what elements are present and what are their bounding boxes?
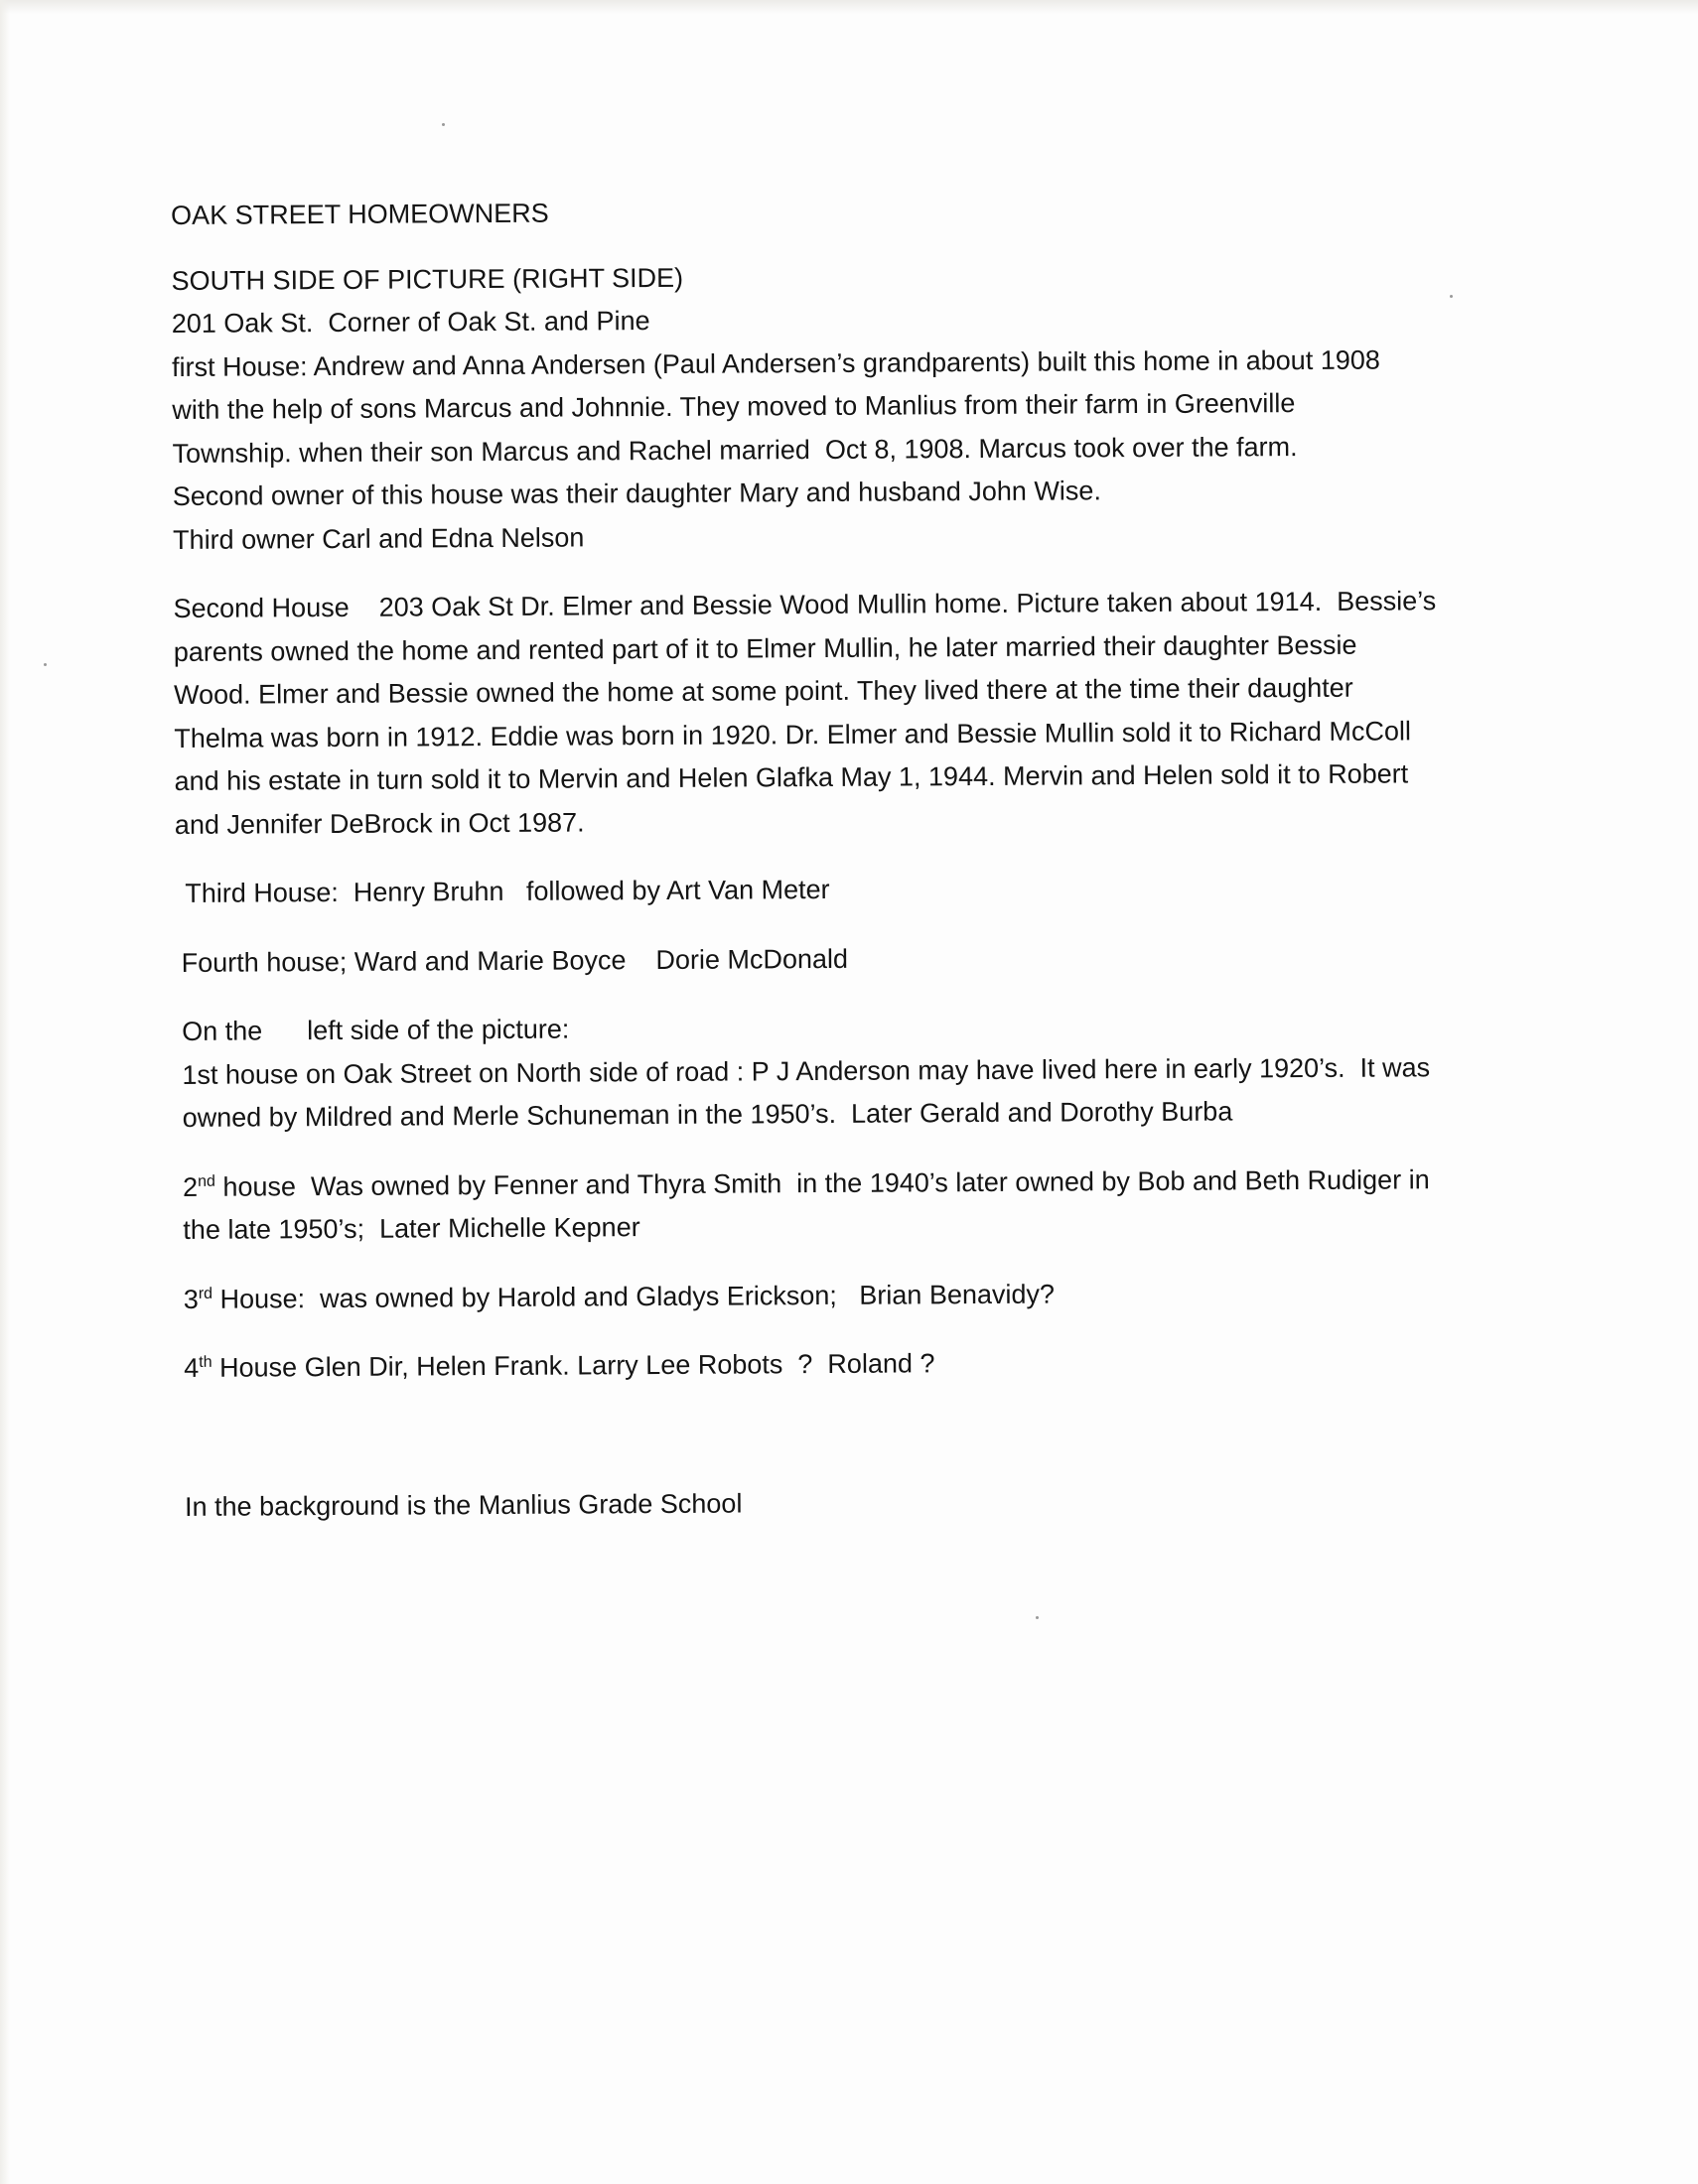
- scan-edge-left: [0, 0, 10, 2184]
- scan-speck: [44, 663, 47, 666]
- document-body: [171, 187, 1509, 1529]
- south-side-heading: SOUTH SIDE OF PICTURE (RIGHT SIDE): [171, 262, 684, 296]
- first-house-line: first House: Andrew and Anna Andersen (Paul Andersen’s grandparents) built this home in about 1908: [171, 344, 1380, 382]
- first-house-line: Township. when their son Marcus and Rachel married Oct 8, 1908. Marcus took over the farm.: [172, 431, 1298, 469]
- house-number: 2: [183, 1171, 199, 1202]
- house-number: 3: [183, 1284, 199, 1314]
- house-text: House Glen Dir, Helen Frank. Larry Lee Robots ? Roland ?: [212, 1348, 935, 1383]
- left-house-2-line: the late 1950’s; Later Michelle Kepner: [183, 1212, 640, 1245]
- ordinal-suffix: rd: [198, 1285, 213, 1302]
- first-house-address: 201 Oak St. Corner of Oak St. and Pine: [171, 306, 650, 339]
- second-house-line: and his estate in turn sold it to Mervin and Helen Glafka May 1, 1944. Mervin and Helen sold it to Robert: [174, 758, 1409, 796]
- left-house-1-line: owned by Mildred and Merle Schuneman in the 1950’s. Later Gerald and Dorothy Burba: [182, 1096, 1233, 1133]
- second-house-line: parents owned the home and rented part of it to Elmer Mullin, he later married their daughter Bessie: [173, 629, 1357, 667]
- house-text: house Was owned by Fenner and Thyra Smith in the 1940’s later owned by Bob and Beth Rudiger in: [214, 1163, 1430, 1202]
- scan-edge-top: [0, 0, 1698, 14]
- second-house-line: Second House 203 Oak St Dr. Elmer and Bessie Wood Mullin home. Picture taken about 1914. Bessie’s: [173, 586, 1437, 623]
- ordinal-suffix: th: [199, 1353, 212, 1371]
- footer-note: In the background is the Manlius Grade School: [184, 1488, 743, 1522]
- left-side-heading: On the left side of the picture:: [182, 1014, 570, 1046]
- second-house-line: Wood. Elmer and Bessie owned the home at some point. They lived there at the time their daughter: [173, 672, 1353, 710]
- first-house-line: Second owner of this house was their daughter Mary and husband John Wise.: [172, 476, 1101, 511]
- left-house-2: [177, 1158, 1507, 1209]
- left-house-1-line: 1st house on Oak Street on North side of road : P J Anderson may have lived here in early 1920’s. It was: [182, 1051, 1431, 1090]
- second-house-line: and Jennifer DeBrock in Oct 1987.: [174, 806, 585, 840]
- first-house-line: Third owner Carl and Edna Nelson: [173, 521, 585, 555]
- house-text: House: was owned by Harold and Gladys Erickson; Brian Benavidy?: [212, 1279, 1056, 1314]
- scan-speck: [442, 123, 445, 126]
- ordinal-suffix: nd: [198, 1172, 215, 1190]
- fourth-house: Fourth house; Ward and Marie Boyce Dorie McDonald: [181, 943, 849, 978]
- house-number: 4: [184, 1352, 200, 1383]
- third-house: Third House: Henry Bruhn followed by Art Van Meter: [185, 874, 830, 908]
- first-house-line: with the help of sons Marcus and Johnnie. They moved to Manlius from their farm in Greenville: [172, 388, 1296, 425]
- second-house-line: Thelma was born in 1912. Eddie was born in 1920. Dr. Elmer and Bessie Mullin sold it to Richard McColl: [174, 715, 1412, 753]
- page-title: OAK STREET HOMEOWNERS: [171, 198, 549, 230]
- scan-speck: [1036, 1616, 1039, 1619]
